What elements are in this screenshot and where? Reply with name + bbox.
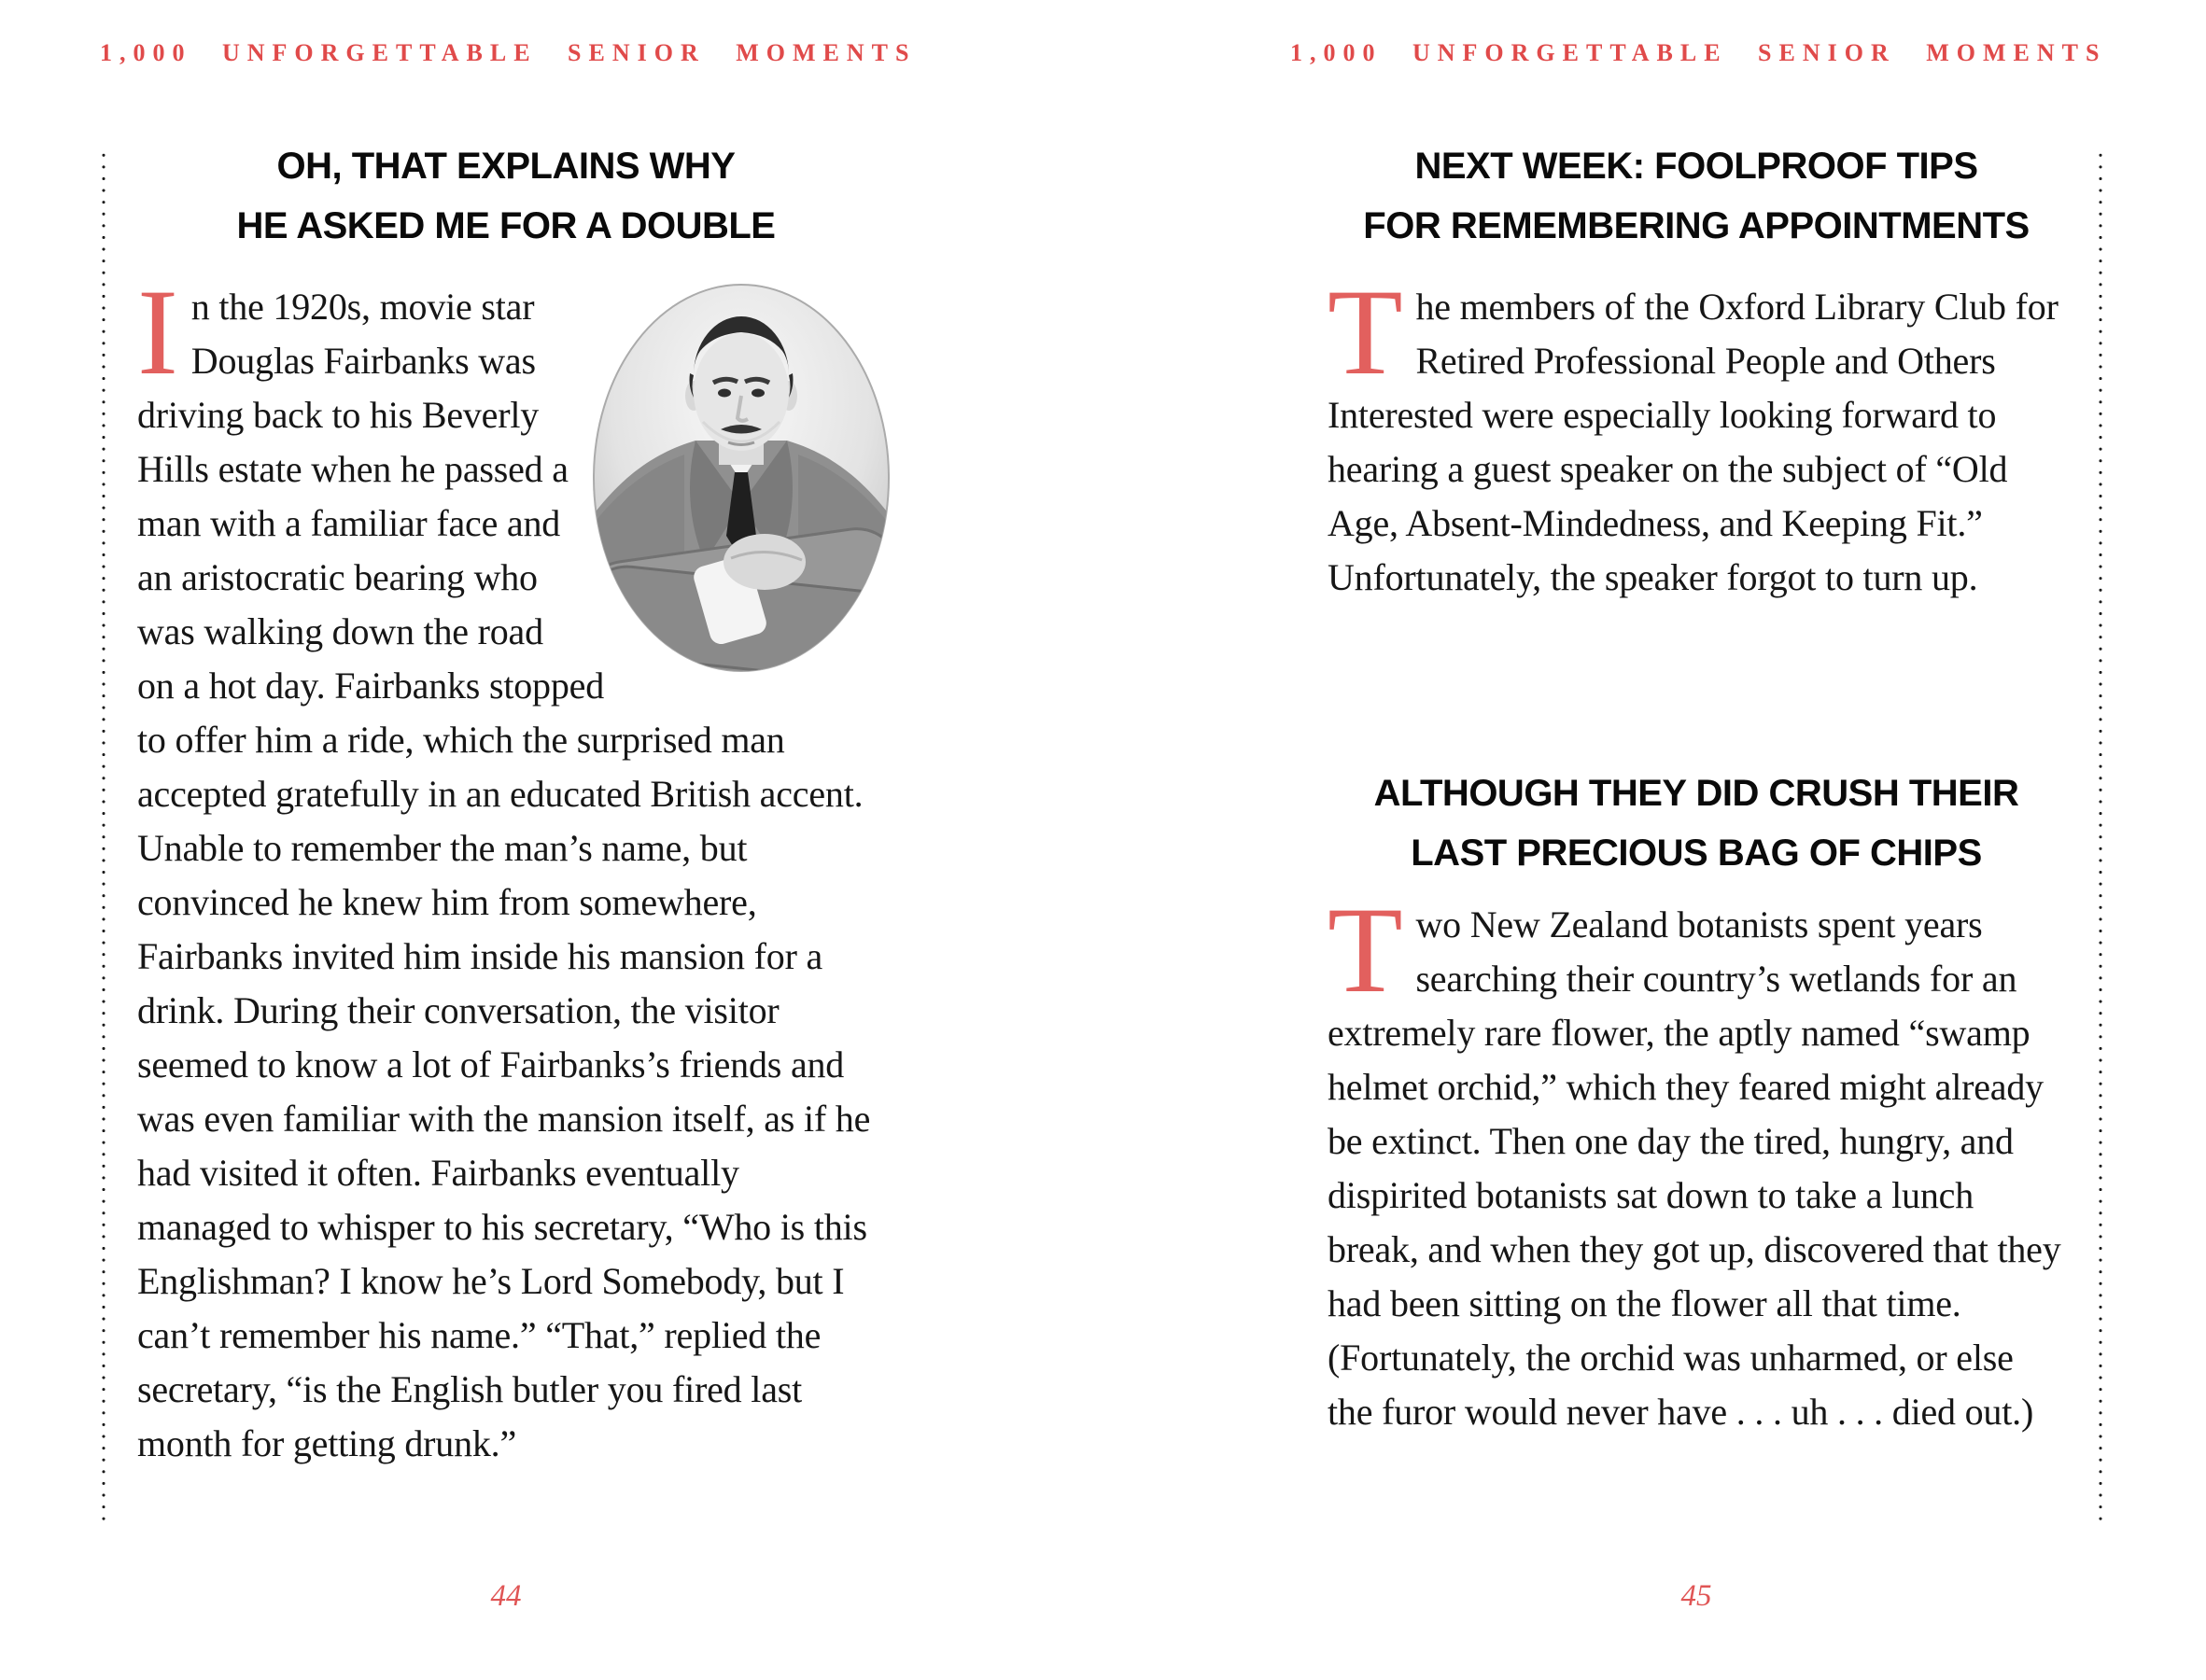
oval-portrait-illustration [591,282,892,674]
left-margin-dotted-rule [101,149,106,1529]
running-head: 1,000 UNFORGETTABLE SENIOR MOMENTS [100,39,917,66]
heading-line: HE ASKED ME FOR A DOUBLE [236,205,776,246]
heading-line: OH, THAT EXPLAINS WHY [276,146,736,187]
story-paragraph: wo New Zealand botanists spent years searching their country’s wetlands for an extremely rare flower, the aptly named “swamp helmet orchid,” which they feared might already be extinct. Then one day the tired, hungry, and dispirited botanists sat down to take a lunch break, and when they got up, discovered that they had been sitting on the flower all that time. (Fortunately, the orchid was unharmed, or else the furor would never have . . . uh . . . died out.) [1328,903,2061,1433]
story-body [1328,263,2065,605]
story-body [1328,881,2065,1439]
story-heading [1300,763,2093,883]
right-margin-dotted-rule [2098,149,2103,1529]
running-head: 1,000 UNFORGETTABLE SENIOR MOMENTS [1290,39,2107,66]
fairbanks-portrait-photo [591,282,892,674]
heading-line: LAST PRECIOUS BAG OF CHIPS [1411,833,1982,874]
drop-cap: T [1328,263,1403,400]
heading-line: FOR REMEMBERING APPOINTMENTS [1363,205,2030,246]
story-heading [109,136,903,256]
story-heading [1300,136,2093,256]
book-page-right [1290,0,2107,1680]
drop-cap: I [137,263,178,400]
heading-line: NEXT WEEK: FOOLPROOF TIPS [1414,146,1978,187]
story-paragraph: he members of the Oxford Library Club for Retired Professional People and Others Interested were especially looking forward to hearing a guest speaker on the subject of “Old Age, Absent-Mindedness, and Keeping Fit.” Unfortunately, the speaker forgot to turn up. [1328,286,2058,598]
book-page-left [100,0,917,1680]
page-number: 44 [490,1579,522,1613]
heading-line: ALTHOUGH THEY DID CRUSH THEIR [1373,773,2019,814]
page-number: 45 [1680,1579,1712,1613]
story-body [137,263,875,1471]
story-paragraph: n the 1920s, movie star Douglas Fairbanks was driving back to his Beverly Hills estate when he passed a man with a familiar face and an aristocratic bearing who was walking down the road on a hot day. Fairbanks stopped to offer him a ride, which the surprised man accepted gratefully in an educated British accent. Unable to remember the man’s name, but convinced he knew him from somewhere, Fairbanks invited him inside his mansion for a drink. During their conversation, the visitor seemed to know a lot of Fairbanks’s friends and was even familiar with the mansion itself, as if he had visited it often. Fairbanks eventually managed to whisper to his secretary, “Who is this Englishman? I know he’s Lord Somebody, but I can’t remember his name.” “That,” replied the secretary, “is the English butler you fired last month for getting drunk.” [137,286,871,1464]
drop-cap: T [1328,881,1403,1018]
